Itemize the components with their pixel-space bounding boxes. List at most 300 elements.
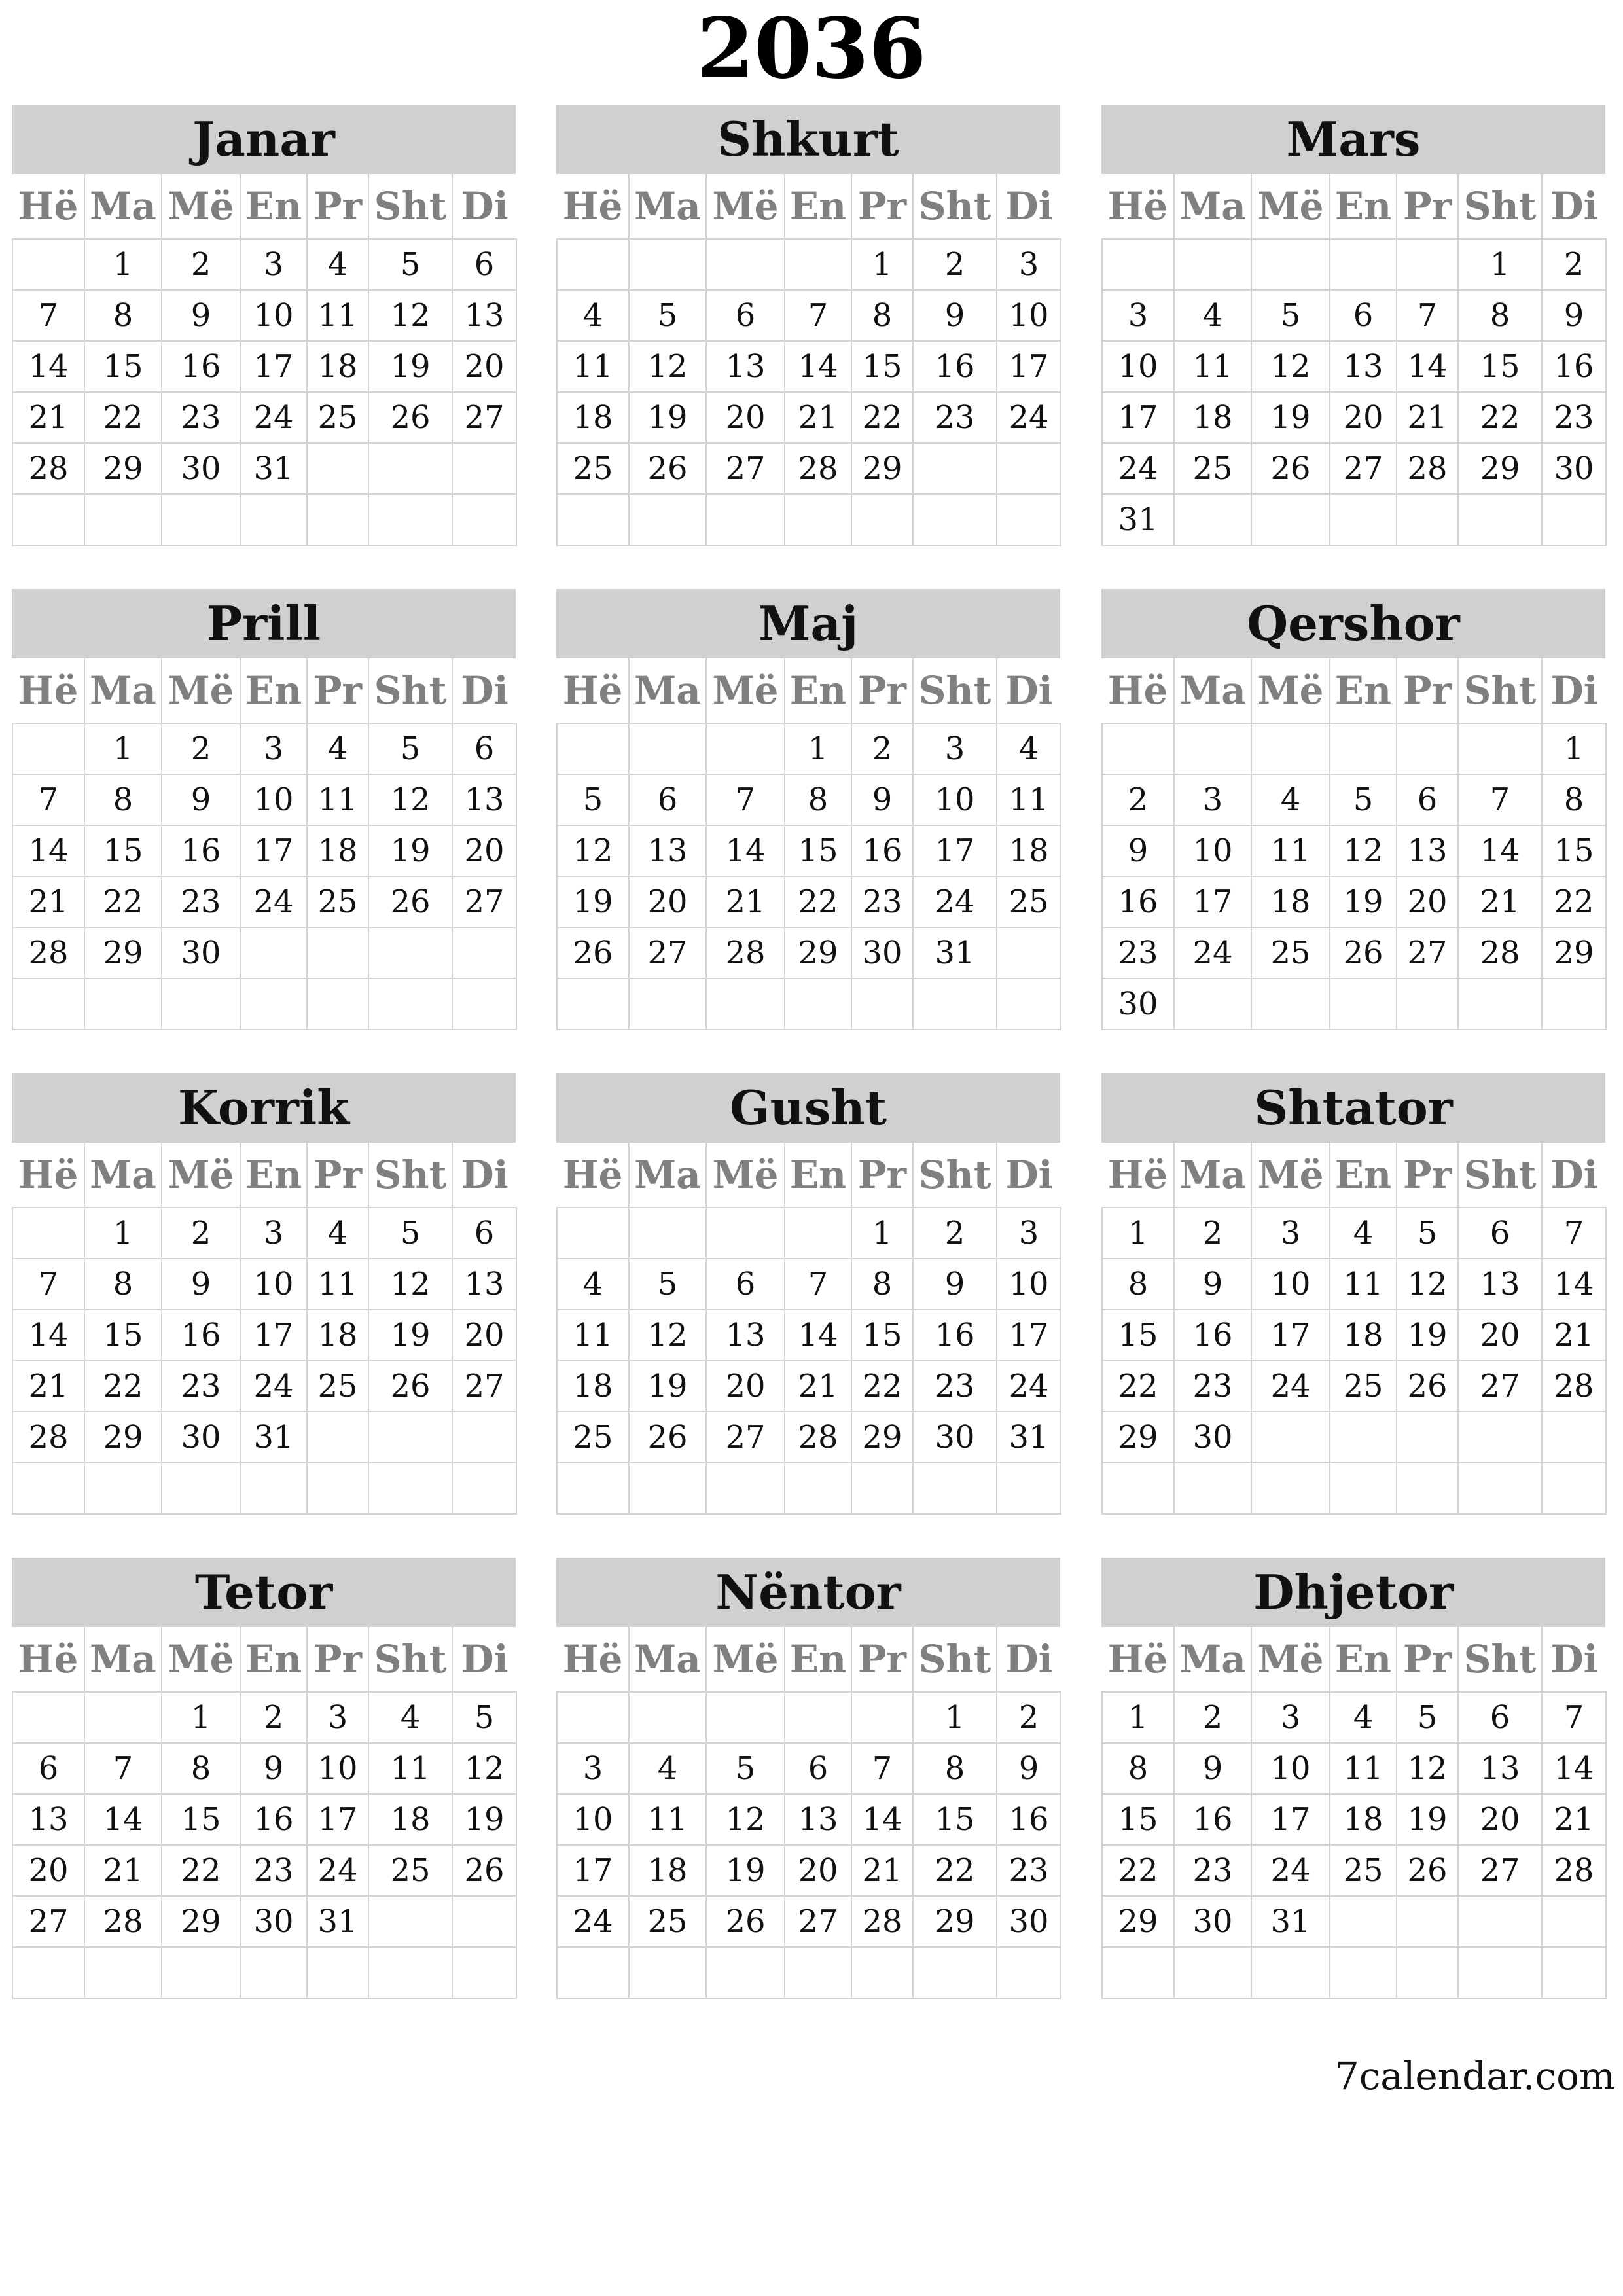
day-cell: 6	[1458, 1208, 1542, 1259]
month-day-grid	[556, 1627, 1061, 1999]
empty-day-cell	[1102, 1947, 1174, 1998]
day-cell: 4	[307, 239, 368, 290]
day-cell: 26	[368, 1361, 452, 1412]
empty-day-cell	[997, 443, 1061, 494]
day-cell: 2	[1542, 239, 1606, 290]
week-row	[12, 341, 516, 392]
weekday-label: Pr	[851, 1627, 913, 1692]
week-row	[1102, 1310, 1606, 1361]
empty-day-cell	[1174, 494, 1251, 545]
day-cell: 15	[785, 825, 851, 876]
weekday-label: Ma	[629, 658, 706, 723]
empty-day-cell	[557, 239, 629, 290]
day-cell: 2	[1174, 1692, 1251, 1743]
day-cell: 25	[1251, 927, 1330, 978]
day-cell: 10	[557, 1794, 629, 1845]
weekday-label: Ma	[1174, 658, 1251, 723]
day-cell: 30	[162, 927, 240, 978]
day-cell: 2	[162, 723, 240, 774]
week-row	[557, 723, 1061, 774]
month-day-grid	[12, 658, 517, 1030]
day-cell: 4	[1174, 290, 1251, 341]
empty-day-cell	[1330, 494, 1397, 545]
day-cell: 23	[162, 1361, 240, 1412]
weekday-label: Ma	[1174, 1627, 1251, 1692]
week-row	[1102, 1896, 1606, 1947]
day-cell: 10	[997, 290, 1061, 341]
day-cell: 22	[785, 876, 851, 927]
day-cell: 2	[1102, 774, 1174, 825]
empty-day-cell	[368, 1947, 452, 1998]
weekday-label: Ma	[629, 174, 706, 239]
weekday-label: Di	[1542, 1143, 1606, 1208]
empty-day-cell	[1458, 1463, 1542, 1514]
week-row	[557, 494, 1061, 545]
weekday-label: Ma	[84, 174, 162, 239]
day-cell: 27	[1458, 1845, 1542, 1896]
day-cell: 21	[1542, 1794, 1606, 1845]
day-cell: 29	[1102, 1412, 1174, 1463]
day-cell: 7	[785, 290, 851, 341]
weekday-label: Di	[1542, 1627, 1606, 1692]
day-cell: 29	[785, 927, 851, 978]
day-cell: 27	[629, 927, 706, 978]
year-title: 2036	[696, 0, 927, 97]
day-cell: 4	[557, 290, 629, 341]
day-cell: 24	[913, 876, 997, 927]
weekday-label: Hë	[1102, 1627, 1174, 1692]
month-day-grid	[1101, 174, 1607, 546]
day-cell: 24	[240, 1361, 307, 1412]
day-cell: 3	[240, 723, 307, 774]
weekday-label: Më	[1251, 1627, 1330, 1692]
day-cell: 23	[1174, 1361, 1251, 1412]
week-row	[12, 1845, 516, 1896]
empty-day-cell	[452, 443, 516, 494]
day-cell: 3	[997, 1208, 1061, 1259]
day-cell: 28	[851, 1896, 913, 1947]
empty-day-cell	[913, 443, 997, 494]
weekday-label: Hë	[1102, 174, 1174, 239]
weekday-label: En	[785, 1627, 851, 1692]
week-row	[557, 290, 1061, 341]
day-cell: 10	[1174, 825, 1251, 876]
day-cell: 8	[913, 1743, 997, 1794]
empty-day-cell	[1397, 978, 1458, 1030]
day-cell: 28	[12, 927, 84, 978]
empty-day-cell	[557, 723, 629, 774]
week-row	[1102, 392, 1606, 443]
empty-day-cell	[706, 1692, 785, 1743]
empty-day-cell	[629, 494, 706, 545]
day-cell: 11	[629, 1794, 706, 1845]
weekday-label: En	[240, 1143, 307, 1208]
day-cell: 13	[12, 1794, 84, 1845]
day-cell: 26	[1397, 1845, 1458, 1896]
month-name: Mars	[1101, 105, 1605, 174]
day-cell: 1	[84, 239, 162, 290]
empty-day-cell	[12, 1208, 84, 1259]
day-cell: 24	[1102, 443, 1174, 494]
day-cell: 14	[706, 825, 785, 876]
empty-day-cell	[851, 1463, 913, 1514]
weekday-label: Ma	[84, 658, 162, 723]
day-cell: 8	[785, 774, 851, 825]
month-block	[1101, 1073, 1605, 1515]
day-cell: 8	[851, 290, 913, 341]
day-cell: 31	[240, 443, 307, 494]
day-cell: 9	[240, 1743, 307, 1794]
day-cell: 18	[557, 392, 629, 443]
day-cell: 9	[162, 774, 240, 825]
day-cell: 7	[785, 1259, 851, 1310]
day-cell: 19	[452, 1794, 516, 1845]
weekday-label: Sht	[1458, 1143, 1542, 1208]
day-cell: 19	[557, 876, 629, 927]
empty-day-cell	[997, 494, 1061, 545]
weekday-label: Hë	[557, 1627, 629, 1692]
weekday-label: Ma	[1174, 1143, 1251, 1208]
empty-day-cell	[1102, 1463, 1174, 1514]
month-block	[556, 1073, 1060, 1515]
empty-day-cell	[706, 1947, 785, 1998]
day-cell: 12	[452, 1743, 516, 1794]
week-row	[1102, 1361, 1606, 1412]
weekday-label: Di	[997, 658, 1061, 723]
day-cell: 21	[12, 876, 84, 927]
day-cell: 13	[1458, 1259, 1542, 1310]
empty-day-cell	[1330, 1463, 1397, 1514]
day-cell: 18	[307, 825, 368, 876]
day-cell: 25	[1330, 1361, 1397, 1412]
empty-day-cell	[452, 1412, 516, 1463]
week-row	[1102, 1845, 1606, 1896]
day-cell: 12	[1397, 1259, 1458, 1310]
day-cell: 16	[997, 1794, 1061, 1845]
day-cell: 16	[162, 341, 240, 392]
day-cell: 14	[12, 1310, 84, 1361]
day-cell: 18	[307, 1310, 368, 1361]
month-day-grid	[556, 1143, 1061, 1515]
day-cell: 19	[629, 392, 706, 443]
weekday-label: Më	[706, 1143, 785, 1208]
empty-day-cell	[307, 494, 368, 545]
day-cell: 9	[162, 290, 240, 341]
day-cell: 12	[368, 774, 452, 825]
day-cell: 29	[913, 1896, 997, 1947]
weekday-label: Pr	[1397, 658, 1458, 723]
day-cell: 29	[851, 1412, 913, 1463]
day-cell: 17	[307, 1794, 368, 1845]
empty-day-cell	[851, 978, 913, 1030]
day-cell: 4	[629, 1743, 706, 1794]
day-cell: 25	[557, 1412, 629, 1463]
weekday-label: Sht	[368, 1627, 452, 1692]
weekday-label: Sht	[913, 658, 997, 723]
day-cell: 22	[1542, 876, 1606, 927]
month-block	[556, 589, 1060, 1030]
day-cell: 20	[1458, 1794, 1542, 1845]
weekday-label: Sht	[913, 1627, 997, 1692]
weekday-header-row	[557, 1143, 1061, 1208]
day-cell: 5	[1330, 774, 1397, 825]
day-cell: 11	[1251, 825, 1330, 876]
day-cell: 11	[307, 1259, 368, 1310]
day-cell: 29	[162, 1896, 240, 1947]
month-name: Tetor	[12, 1558, 516, 1627]
day-cell: 3	[1251, 1208, 1330, 1259]
month-day-grid	[1101, 1627, 1607, 1999]
weekday-label: En	[1330, 174, 1397, 239]
day-cell: 16	[162, 1310, 240, 1361]
day-cell: 14	[12, 825, 84, 876]
day-cell: 3	[240, 239, 307, 290]
empty-day-cell	[84, 978, 162, 1030]
day-cell: 27	[452, 876, 516, 927]
empty-day-cell	[785, 1463, 851, 1514]
day-cell: 1	[162, 1692, 240, 1743]
empty-day-cell	[1458, 494, 1542, 545]
empty-day-cell	[452, 1947, 516, 1998]
month-name: Dhjetor	[1101, 1558, 1605, 1627]
week-row	[1102, 1947, 1606, 1998]
empty-day-cell	[240, 494, 307, 545]
empty-day-cell	[913, 494, 997, 545]
day-cell: 25	[307, 392, 368, 443]
day-cell: 30	[913, 1412, 997, 1463]
empty-day-cell	[452, 1463, 516, 1514]
weekday-label: Hë	[557, 658, 629, 723]
week-row	[557, 1412, 1061, 1463]
empty-day-cell	[368, 494, 452, 545]
day-cell: 17	[240, 341, 307, 392]
empty-day-cell	[452, 494, 516, 545]
day-cell: 9	[1102, 825, 1174, 876]
weekday-label: Di	[1542, 174, 1606, 239]
empty-day-cell	[1174, 1463, 1251, 1514]
weekday-label: Pr	[307, 174, 368, 239]
weekday-label: Më	[1251, 1143, 1330, 1208]
day-cell: 26	[368, 392, 452, 443]
day-cell: 23	[162, 876, 240, 927]
day-cell: 31	[240, 1412, 307, 1463]
day-cell: 6	[1330, 290, 1397, 341]
weekday-label: Di	[452, 1143, 516, 1208]
month-name: Maj	[556, 589, 1060, 658]
empty-day-cell	[1251, 723, 1330, 774]
empty-day-cell	[913, 1947, 997, 1998]
week-row	[557, 774, 1061, 825]
empty-day-cell	[785, 1208, 851, 1259]
day-cell: 29	[1102, 1896, 1174, 1947]
empty-day-cell	[307, 1412, 368, 1463]
empty-day-cell	[1330, 978, 1397, 1030]
day-cell: 6	[1397, 774, 1458, 825]
empty-day-cell	[452, 978, 516, 1030]
day-cell: 7	[12, 290, 84, 341]
empty-day-cell	[913, 1463, 997, 1514]
empty-day-cell	[84, 1692, 162, 1743]
week-row	[557, 1794, 1061, 1845]
day-cell: 12	[368, 1259, 452, 1310]
weekday-label: Sht	[913, 1143, 997, 1208]
week-row	[12, 1259, 516, 1310]
empty-day-cell	[1330, 723, 1397, 774]
empty-day-cell	[240, 1947, 307, 1998]
week-row	[12, 392, 516, 443]
week-row	[1102, 978, 1606, 1030]
day-cell: 2	[162, 239, 240, 290]
empty-day-cell	[1397, 239, 1458, 290]
empty-day-cell	[307, 978, 368, 1030]
empty-day-cell	[1174, 723, 1251, 774]
day-cell: 30	[162, 443, 240, 494]
weekday-label: Di	[452, 1627, 516, 1692]
weekday-label: Sht	[913, 174, 997, 239]
day-cell: 6	[452, 723, 516, 774]
day-cell: 26	[452, 1845, 516, 1896]
empty-day-cell	[1458, 1412, 1542, 1463]
day-cell: 7	[12, 774, 84, 825]
day-cell: 2	[162, 1208, 240, 1259]
day-cell: 17	[1102, 392, 1174, 443]
day-cell: 26	[557, 927, 629, 978]
day-cell: 30	[1174, 1412, 1251, 1463]
day-cell: 20	[452, 1310, 516, 1361]
empty-day-cell	[1542, 1463, 1606, 1514]
week-row	[557, 1896, 1061, 1947]
empty-day-cell	[1251, 1412, 1330, 1463]
day-cell: 9	[851, 774, 913, 825]
empty-day-cell	[557, 1208, 629, 1259]
month-block	[556, 1558, 1060, 1999]
day-cell: 5	[368, 239, 452, 290]
weekday-label: En	[240, 174, 307, 239]
day-cell: 21	[785, 392, 851, 443]
day-cell: 16	[1102, 876, 1174, 927]
empty-day-cell	[1542, 1947, 1606, 1998]
weekday-label: Sht	[368, 658, 452, 723]
day-cell: 12	[368, 290, 452, 341]
week-row	[12, 1743, 516, 1794]
day-cell: 14	[12, 341, 84, 392]
day-cell: 16	[913, 341, 997, 392]
day-cell: 27	[12, 1896, 84, 1947]
day-cell: 3	[1251, 1692, 1330, 1743]
day-cell: 15	[84, 825, 162, 876]
empty-day-cell	[1458, 1947, 1542, 1998]
day-cell: 21	[706, 876, 785, 927]
day-cell: 23	[1542, 392, 1606, 443]
empty-day-cell	[1542, 978, 1606, 1030]
day-cell: 14	[1542, 1743, 1606, 1794]
day-cell: 19	[1330, 876, 1397, 927]
month-block	[1101, 589, 1605, 1030]
day-cell: 31	[1251, 1896, 1330, 1947]
week-row	[12, 825, 516, 876]
month-name: Gusht	[556, 1073, 1060, 1143]
day-cell: 28	[1542, 1845, 1606, 1896]
weekday-label: Sht	[1458, 658, 1542, 723]
weekday-label: Di	[452, 658, 516, 723]
day-cell: 7	[84, 1743, 162, 1794]
day-cell: 12	[1397, 1743, 1458, 1794]
week-row	[1102, 1463, 1606, 1514]
week-row	[12, 876, 516, 927]
weekday-label: Më	[706, 658, 785, 723]
week-row	[1102, 494, 1606, 545]
day-cell: 28	[1542, 1361, 1606, 1412]
empty-day-cell	[368, 1896, 452, 1947]
day-cell: 9	[913, 290, 997, 341]
weekday-label: Më	[706, 1627, 785, 1692]
month-day-grid	[556, 658, 1061, 1030]
day-cell: 14	[1542, 1259, 1606, 1310]
empty-day-cell	[706, 494, 785, 545]
empty-day-cell	[1397, 723, 1458, 774]
week-row	[557, 825, 1061, 876]
day-cell: 26	[706, 1896, 785, 1947]
day-cell: 2	[1174, 1208, 1251, 1259]
month-day-grid	[12, 1143, 517, 1515]
day-cell: 5	[452, 1692, 516, 1743]
empty-day-cell	[1458, 1896, 1542, 1947]
day-cell: 23	[913, 392, 997, 443]
month-block	[556, 105, 1060, 546]
day-cell: 11	[557, 341, 629, 392]
week-row	[12, 927, 516, 978]
empty-day-cell	[307, 927, 368, 978]
day-cell: 28	[785, 1412, 851, 1463]
weekday-label: Di	[452, 174, 516, 239]
day-cell: 20	[785, 1845, 851, 1896]
day-cell: 26	[1330, 927, 1397, 978]
empty-day-cell	[851, 1947, 913, 1998]
day-cell: 5	[368, 723, 452, 774]
empty-day-cell	[12, 723, 84, 774]
day-cell: 5	[629, 1259, 706, 1310]
day-cell: 10	[240, 290, 307, 341]
day-cell: 18	[1330, 1310, 1397, 1361]
day-cell: 17	[1251, 1794, 1330, 1845]
day-cell: 2	[913, 1208, 997, 1259]
day-cell: 10	[913, 774, 997, 825]
weekday-label: En	[240, 658, 307, 723]
day-cell: 11	[368, 1743, 452, 1794]
day-cell: 15	[1102, 1794, 1174, 1845]
weekday-label: Më	[162, 174, 240, 239]
day-cell: 31	[307, 1896, 368, 1947]
empty-day-cell	[706, 978, 785, 1030]
day-cell: 19	[368, 341, 452, 392]
weekday-label: Ma	[1174, 174, 1251, 239]
week-row	[557, 876, 1061, 927]
day-cell: 29	[84, 1412, 162, 1463]
empty-day-cell	[368, 927, 452, 978]
week-row	[1102, 1692, 1606, 1743]
week-row	[1102, 1208, 1606, 1259]
day-cell: 6	[452, 239, 516, 290]
day-cell: 21	[1458, 876, 1542, 927]
empty-day-cell	[557, 494, 629, 545]
day-cell: 21	[12, 1361, 84, 1412]
weekday-label: Pr	[851, 174, 913, 239]
footer-website[interactable]: 7calendar.com	[1334, 2054, 1615, 2098]
day-cell: 1	[1102, 1208, 1174, 1259]
weekday-label: Pr	[307, 1627, 368, 1692]
weekday-header-row	[12, 658, 516, 723]
empty-day-cell	[785, 978, 851, 1030]
